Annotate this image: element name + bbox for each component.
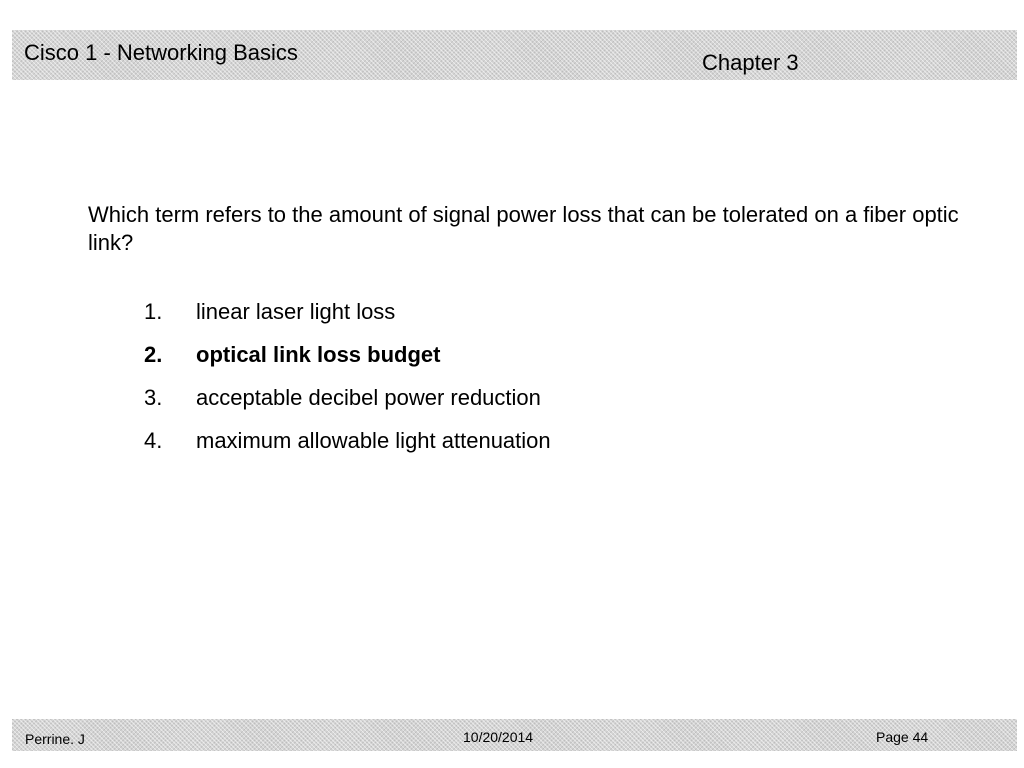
answer-option-4 — [144, 427, 844, 470]
footer-page-number: Page 44 — [876, 729, 929, 745]
footer-date: 10/20/2014 — [463, 729, 534, 745]
answer-text: maximum allowable light attenuation — [196, 428, 551, 453]
answer-option-2-correct — [144, 341, 844, 384]
answer-list — [144, 298, 844, 470]
answer-number: 3. — [144, 385, 163, 410]
answer-number: 4. — [144, 428, 163, 453]
course-title: Cisco 1 - Networking Basics — [24, 40, 298, 65]
answer-option-3 — [144, 384, 844, 427]
answer-number: 2. — [144, 342, 163, 367]
footer-author: Perrine. J — [25, 731, 85, 747]
answer-text: optical link loss budget — [196, 342, 441, 367]
answer-number: 1. — [144, 299, 163, 324]
answer-option-1 — [144, 298, 844, 341]
answer-text: linear laser light loss — [196, 299, 396, 324]
answer-text: acceptable decibel power reduction — [196, 385, 541, 410]
question-text: Which term refers to the amount of signal power loss that can be tolerated on a fiber optic link? — [88, 202, 959, 255]
chapter-label: Chapter 3 — [702, 50, 799, 75]
